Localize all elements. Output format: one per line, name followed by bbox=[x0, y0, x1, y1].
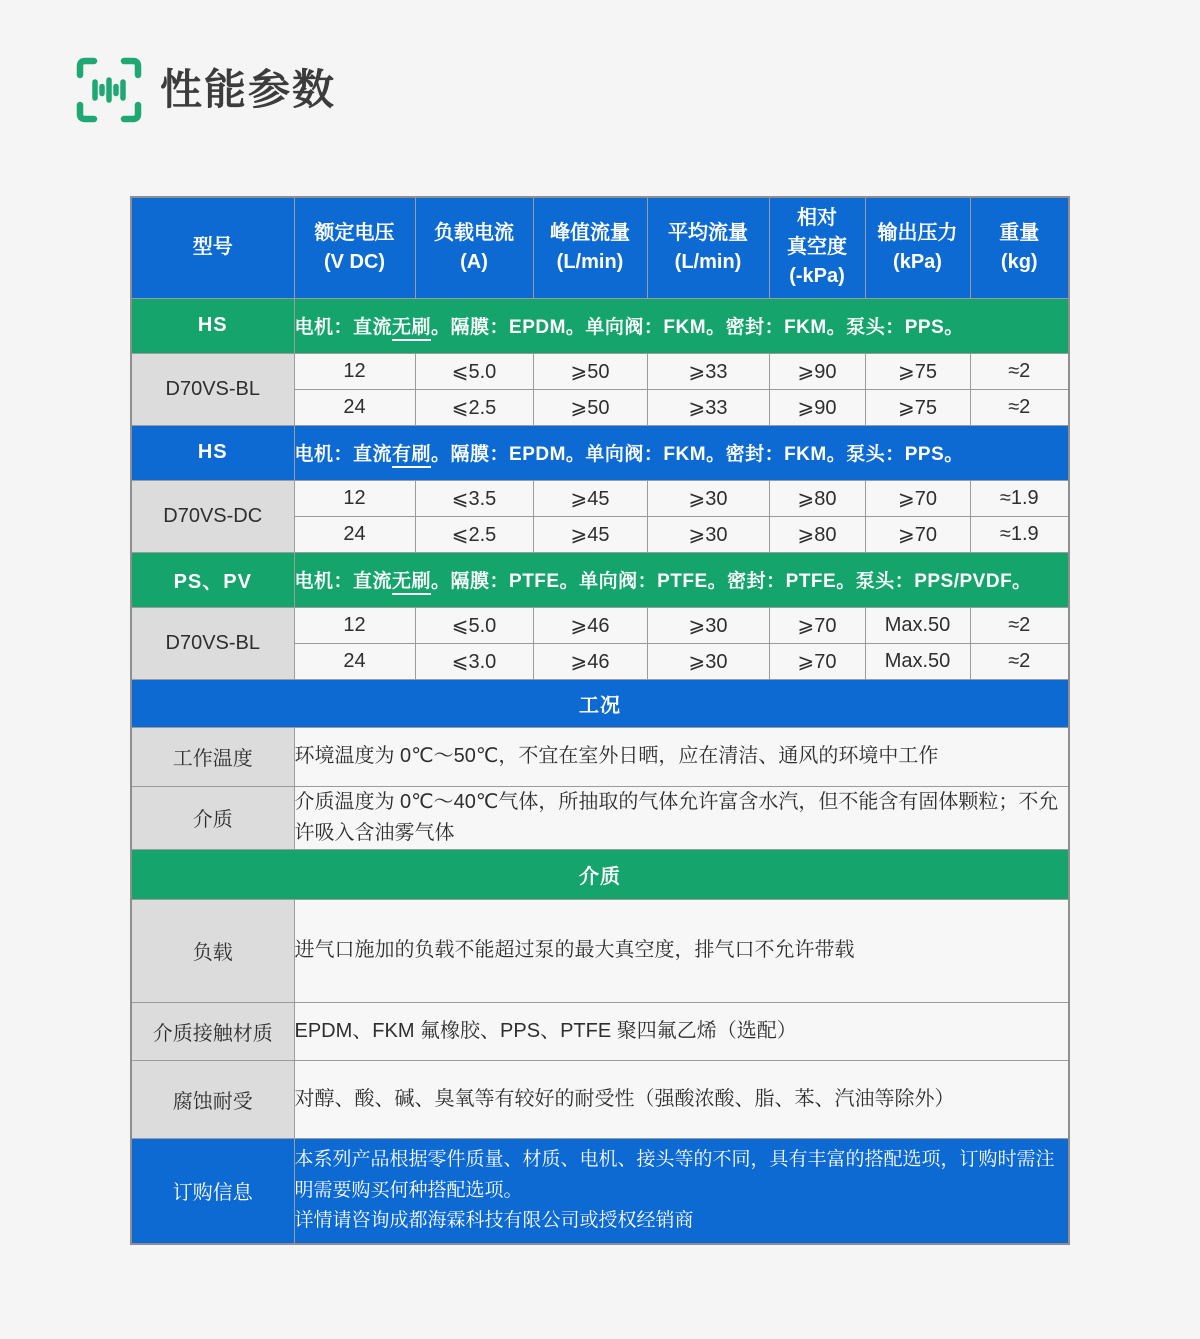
header-output-pressure: 输出压力 (kPa) bbox=[865, 197, 970, 298]
info-label: 负载 bbox=[131, 899, 294, 1002]
header-rated-voltage: 额定电压 (V DC) bbox=[294, 197, 415, 298]
header-average-flow: 平均流量 (L/min) bbox=[647, 197, 769, 298]
data-row bbox=[131, 480, 1069, 516]
info-label: 工作温度 bbox=[131, 727, 294, 786]
order-text-line: 详情请咨询成都海霖科技有限公司或授权经销商 bbox=[294, 1209, 694, 1231]
header-model: 型号 bbox=[131, 197, 294, 298]
value-cell: ⩾70 bbox=[769, 607, 865, 643]
value-cell: ⩾45 bbox=[533, 480, 647, 516]
value-cell: ⩽3.0 bbox=[415, 643, 533, 679]
value-cell: ⩽3.5 bbox=[415, 480, 533, 516]
page-header bbox=[74, 55, 336, 125]
underlined-term: 无刷 bbox=[392, 317, 431, 341]
info-label: 介质 bbox=[131, 786, 294, 849]
value-cell: ⩽2.5 bbox=[415, 516, 533, 552]
value-cell: ≈2 bbox=[970, 389, 1069, 425]
value-cell: ⩾30 bbox=[647, 480, 769, 516]
value-cell: 24 bbox=[294, 389, 415, 425]
info-text: 对醇、酸、碱、臭氧等有较好的耐受性（强酸浓酸、脂、苯、汽油等除外） bbox=[294, 1060, 1069, 1138]
value-cell: ⩾75 bbox=[865, 353, 970, 389]
model-cell: D70VS-BL bbox=[131, 353, 294, 425]
info-text: EPDM、FKM 氟橡胶、PPS、PTFE 聚四氟乙烯（选配） bbox=[294, 1002, 1069, 1060]
value-cell: ⩾50 bbox=[533, 389, 647, 425]
info-row-load bbox=[131, 899, 1069, 1002]
table-header-row bbox=[131, 197, 1069, 298]
value-cell: ≈2 bbox=[970, 643, 1069, 679]
order-info-row bbox=[131, 1138, 1069, 1244]
page-title: 性能参数 bbox=[160, 66, 337, 113]
info-row-operating-temp bbox=[131, 727, 1069, 786]
value-cell: ⩾90 bbox=[769, 353, 865, 389]
series-band-hs-brushed bbox=[131, 425, 1069, 480]
order-text bbox=[294, 1138, 1069, 1244]
value-cell: ≈2 bbox=[970, 353, 1069, 389]
value-cell: 24 bbox=[294, 643, 415, 679]
value-cell: ⩾45 bbox=[533, 516, 647, 552]
value-cell: 12 bbox=[294, 480, 415, 516]
value-cell: ⩾33 bbox=[647, 389, 769, 425]
value-cell: ⩾50 bbox=[533, 353, 647, 389]
header-relative-vacuum: 相对 真空度 (-kPa) bbox=[769, 197, 865, 298]
value-cell: ⩾90 bbox=[769, 389, 865, 425]
info-text: 进气口施加的负载不能超过泵的最大真空度，排气口不允许带载 bbox=[294, 899, 1069, 1002]
value-cell: 12 bbox=[294, 607, 415, 643]
value-cell: 12 bbox=[294, 353, 415, 389]
series-band-hs-brushless bbox=[131, 298, 1069, 353]
value-cell: ⩽5.0 bbox=[415, 353, 533, 389]
spec-table bbox=[130, 196, 1070, 1245]
value-cell: ⩾30 bbox=[647, 643, 769, 679]
series-label: PS、PV bbox=[131, 552, 294, 607]
value-cell: ⩽5.0 bbox=[415, 607, 533, 643]
value-cell: ⩾46 bbox=[533, 643, 647, 679]
underlined-term: 有刷 bbox=[392, 444, 431, 468]
info-text: 介质温度为 0℃～40℃气体，所抽取的气体允许富含水汽，但不能含有固体颗粒；不允许吸入含油雾气体 bbox=[294, 786, 1069, 849]
value-cell: ⩾70 bbox=[865, 480, 970, 516]
series-band-ps-pv bbox=[131, 552, 1069, 607]
order-text-line: 本系列产品根据零件质量、材质、电机、接头等的不同，具有丰富的搭配选项，订购时需注明需要购买何种搭配选项。 bbox=[294, 1149, 1055, 1201]
series-spec: 电机：直流无刷。隔膜：EPDM。单向阀：FKM。密封：FKM。泵头：PPS。 bbox=[294, 298, 1069, 353]
header-peak-flow: 峰值流量 (L/min) bbox=[533, 197, 647, 298]
band-title: 介质 bbox=[131, 849, 1069, 899]
value-cell: ⩾80 bbox=[769, 516, 865, 552]
value-cell: ⩾70 bbox=[769, 643, 865, 679]
value-cell: ≈1.9 bbox=[970, 516, 1069, 552]
value-cell: ⩾33 bbox=[647, 353, 769, 389]
value-cell: Max.50 bbox=[865, 607, 970, 643]
header-weight: 重量 (kg) bbox=[970, 197, 1069, 298]
info-row-corrosion-resistance bbox=[131, 1060, 1069, 1138]
value-cell: ⩾30 bbox=[647, 516, 769, 552]
value-cell: ⩾70 bbox=[865, 516, 970, 552]
series-label: HS bbox=[131, 298, 294, 353]
value-cell: ≈2 bbox=[970, 607, 1069, 643]
underlined-term: 无刷 bbox=[392, 571, 431, 595]
data-row bbox=[131, 607, 1069, 643]
series-label: HS bbox=[131, 425, 294, 480]
value-cell: ⩾75 bbox=[865, 389, 970, 425]
info-row-medium bbox=[131, 786, 1069, 849]
value-cell: ⩾30 bbox=[647, 607, 769, 643]
series-spec: 电机：直流有刷。隔膜：EPDM。单向阀：FKM。密封：FKM。泵头：PPS。 bbox=[294, 425, 1069, 480]
model-cell: D70VS-DC bbox=[131, 480, 294, 552]
scan-icon bbox=[74, 55, 144, 125]
series-spec: 电机：直流无刷。隔膜：PTFE。单向阀：PTFE。密封：PTFE。泵头：PPS/PVDF。 bbox=[294, 552, 1069, 607]
value-cell: ≈1.9 bbox=[970, 480, 1069, 516]
value-cell: ⩾46 bbox=[533, 607, 647, 643]
header-load-current: 负载电流 (A) bbox=[415, 197, 533, 298]
value-cell: Max.50 bbox=[865, 643, 970, 679]
band-working-conditions bbox=[131, 679, 1069, 727]
value-cell: ⩽2.5 bbox=[415, 389, 533, 425]
order-label: 订购信息 bbox=[131, 1138, 294, 1244]
info-label: 介质接触材质 bbox=[131, 1002, 294, 1060]
model-cell: D70VS-BL bbox=[131, 607, 294, 679]
info-row-contact-materials bbox=[131, 1002, 1069, 1060]
info-text: 环境温度为 0℃～50℃，不宜在室外日晒，应在清洁、通风的环境中工作 bbox=[294, 727, 1069, 786]
value-cell: 24 bbox=[294, 516, 415, 552]
spec-table-container bbox=[130, 196, 1068, 1245]
band-title: 工况 bbox=[131, 679, 1069, 727]
band-media bbox=[131, 849, 1069, 899]
info-label: 腐蚀耐受 bbox=[131, 1060, 294, 1138]
data-row bbox=[131, 353, 1069, 389]
value-cell: ⩾80 bbox=[769, 480, 865, 516]
